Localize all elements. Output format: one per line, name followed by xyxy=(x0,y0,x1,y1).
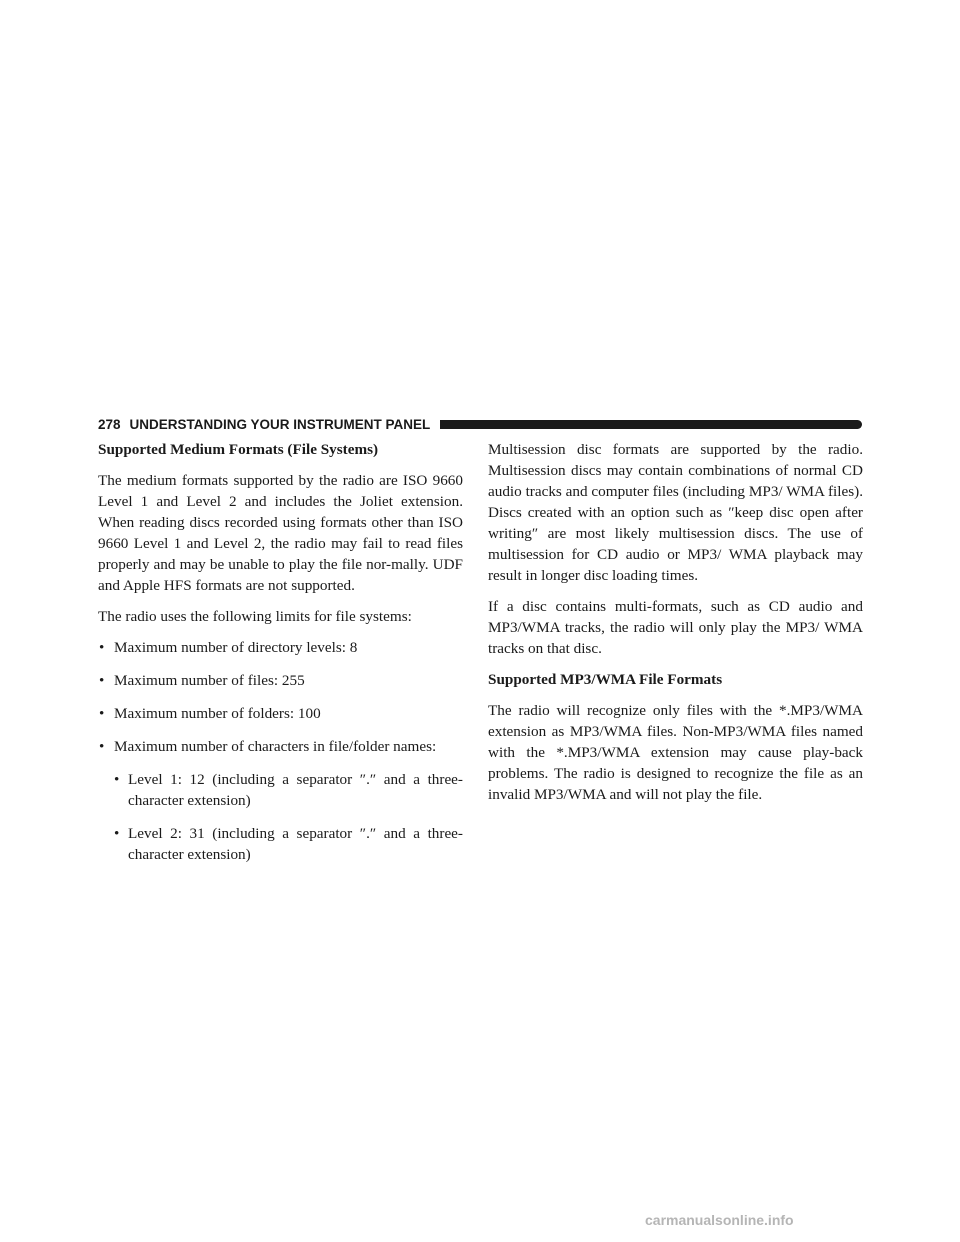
left-column xyxy=(98,439,463,877)
list-item: • Level 1: 12 (including a separator ″.″ and a three-character extension) xyxy=(114,769,463,811)
page-header xyxy=(98,415,862,433)
sub-bullet-list xyxy=(98,769,463,865)
list-item: • Maximum number of files: 255 xyxy=(98,670,463,691)
list-item: • Maximum number of folders: 100 xyxy=(98,703,463,724)
paragraph: If a disc contains multi-formats, such as CD audio and MP3/WMA tracks, the radio will only play the MP3/ WMA tracks on that disc. xyxy=(488,598,863,657)
list-item: • Level 2: 31 (including a separator ″.″ and a three-character extension) xyxy=(114,823,463,865)
header-rule xyxy=(440,420,862,429)
watermark: carmanualsonline.info xyxy=(645,1212,794,1228)
section-title: UNDERSTANDING YOUR INSTRUMENT PANEL xyxy=(129,416,431,432)
list-item: • Maximum number of characters in file/folder names: xyxy=(98,736,463,757)
bullet-list xyxy=(98,637,463,757)
section-heading: Supported Medium Formats (File Systems) xyxy=(98,441,379,458)
right-column xyxy=(488,439,863,815)
paragraph: The radio uses the following limits for file systems: xyxy=(98,608,412,625)
section-heading: Supported MP3/WMA File Formats xyxy=(488,671,723,688)
paragraph: The radio will recognize only files with the *.MP3/WMA extension as MP3/WMA files. Non-MP3/WMA files named with the *.MP3/WMA extension may cause play-back problems. The radio is designed to recognize the file as an invalid MP3/WMA and will not play the file. xyxy=(488,702,863,803)
paragraph: The medium formats supported by the radio are ISO 9660 Level 1 and Level 2 and includes the Joliet extension. When reading discs recorded using formats other than ISO 9660 Level 1 and Level 2, the radio may fail to read files properly and may be unable to play the file nor-mally. UDF and Apple HFS formats are not supported. xyxy=(98,472,463,594)
list-item: • Maximum number of directory levels: 8 xyxy=(98,637,463,658)
paragraph: Multisession disc formats are supported by the radio. Multisession discs may contain combinations of normal CD audio tracks and computer files (including MP3/ WMA files). Discs created with an option such as ″keep disc open after writing″ are most likely multisession discs. The use of multisession for CD audio or MP3/ WMA playback may result in longer disc loading times. xyxy=(488,441,863,584)
page-number: 278 xyxy=(98,416,121,432)
